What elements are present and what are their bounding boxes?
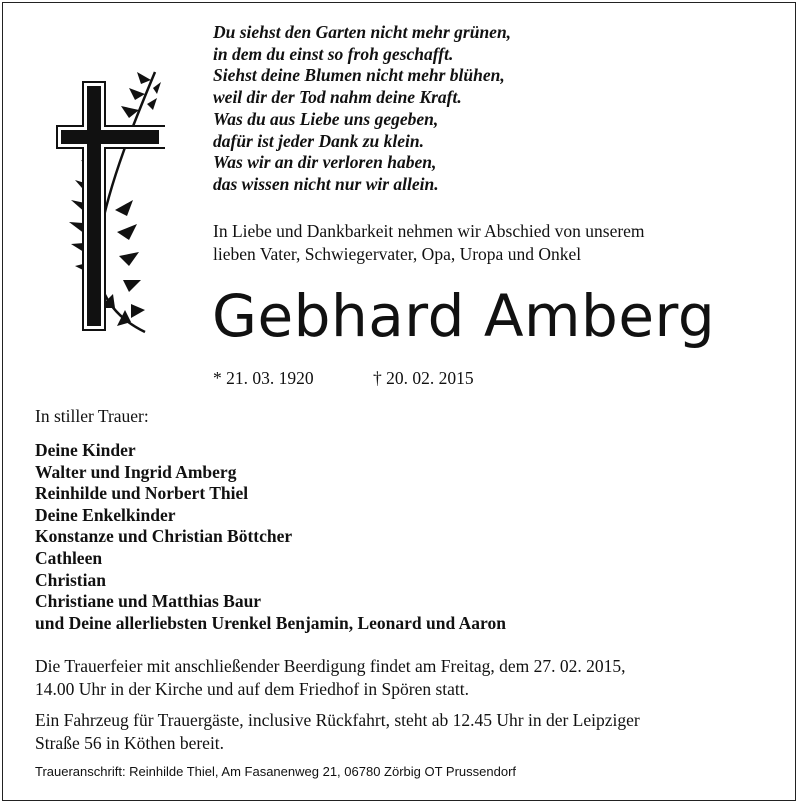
family-line: Cathleen — [35, 547, 103, 568]
intro-text — [213, 220, 645, 266]
family-line: Deine Enkelkinder — [35, 504, 176, 525]
life-dates — [213, 368, 474, 389]
family-line: Deine Kinder — [35, 440, 136, 460]
family-line: Christiane und Matthias Baur — [35, 591, 262, 612]
intro-line: In Liebe und Dankbarkeit nehmen wir Abschied von unserem — [213, 221, 645, 241]
funeral-line: Die Trauerfeier mit anschließender Beerdigung findet am Freitag, dem 27. 02. 2015, — [35, 656, 626, 676]
family-list — [35, 440, 506, 634]
intro-line: lieben Vater, Schwiegervater, Opa, Uropa und Onkel — [213, 244, 582, 264]
poem-line: weil dir der Tod nahm deine Kraft. — [213, 87, 462, 108]
funeral-info — [35, 655, 625, 700]
deceased-name: Gebhard Amberg — [212, 282, 716, 350]
poem-line: Siehst deine Blumen nicht mehr blühen, — [213, 65, 505, 86]
birth-date: * 21. 03. 1920 — [213, 368, 314, 388]
poem — [213, 22, 511, 196]
transport-info — [35, 709, 640, 754]
poem-line: Du siehst den Garten nicht mehr grünen, — [213, 22, 512, 42]
mourning-address: Traueranschrift: Reinhilde Thiel, Am Fasanenweg 21, 06780 Zörbig OT Prussendorf — [35, 764, 517, 779]
cross-with-palm-icon — [55, 60, 165, 340]
poem-line: dafür ist jeder Dank zu klein. — [213, 130, 424, 151]
transport-line: Ein Fahrzeug für Trauergäste, inclusive Rückfahrt, steht ab 12.45 Uhr in der Leipziger — [35, 710, 640, 730]
family-line: Christian — [35, 569, 106, 590]
family-line: Reinhilde und Norbert Thiel — [35, 483, 249, 504]
poem-line: das wissen nicht nur wir allein. — [213, 173, 439, 194]
funeral-line: 14.00 Uhr in der Kirche und auf dem Friedhof in Spören statt. — [35, 678, 470, 699]
death-date: † 20. 02. 2015 — [373, 368, 474, 388]
mourning-label: In stiller Trauer: — [35, 406, 149, 426]
poem-line: Was wir an dir verloren haben, — [213, 152, 437, 173]
family-line: und Deine allerliebsten Urenkel Benjamin, Leonard und Aaron — [35, 612, 506, 633]
poem-line: Was du aus Liebe uns gegeben, — [213, 108, 439, 129]
family-line: Walter und Ingrid Amberg — [35, 461, 237, 482]
family-line: Konstanze und Christian Böttcher — [35, 526, 293, 547]
poem-line: in dem du einst so froh geschafft. — [213, 43, 454, 64]
transport-line: Straße 56 in Köthen bereit. — [35, 732, 225, 753]
